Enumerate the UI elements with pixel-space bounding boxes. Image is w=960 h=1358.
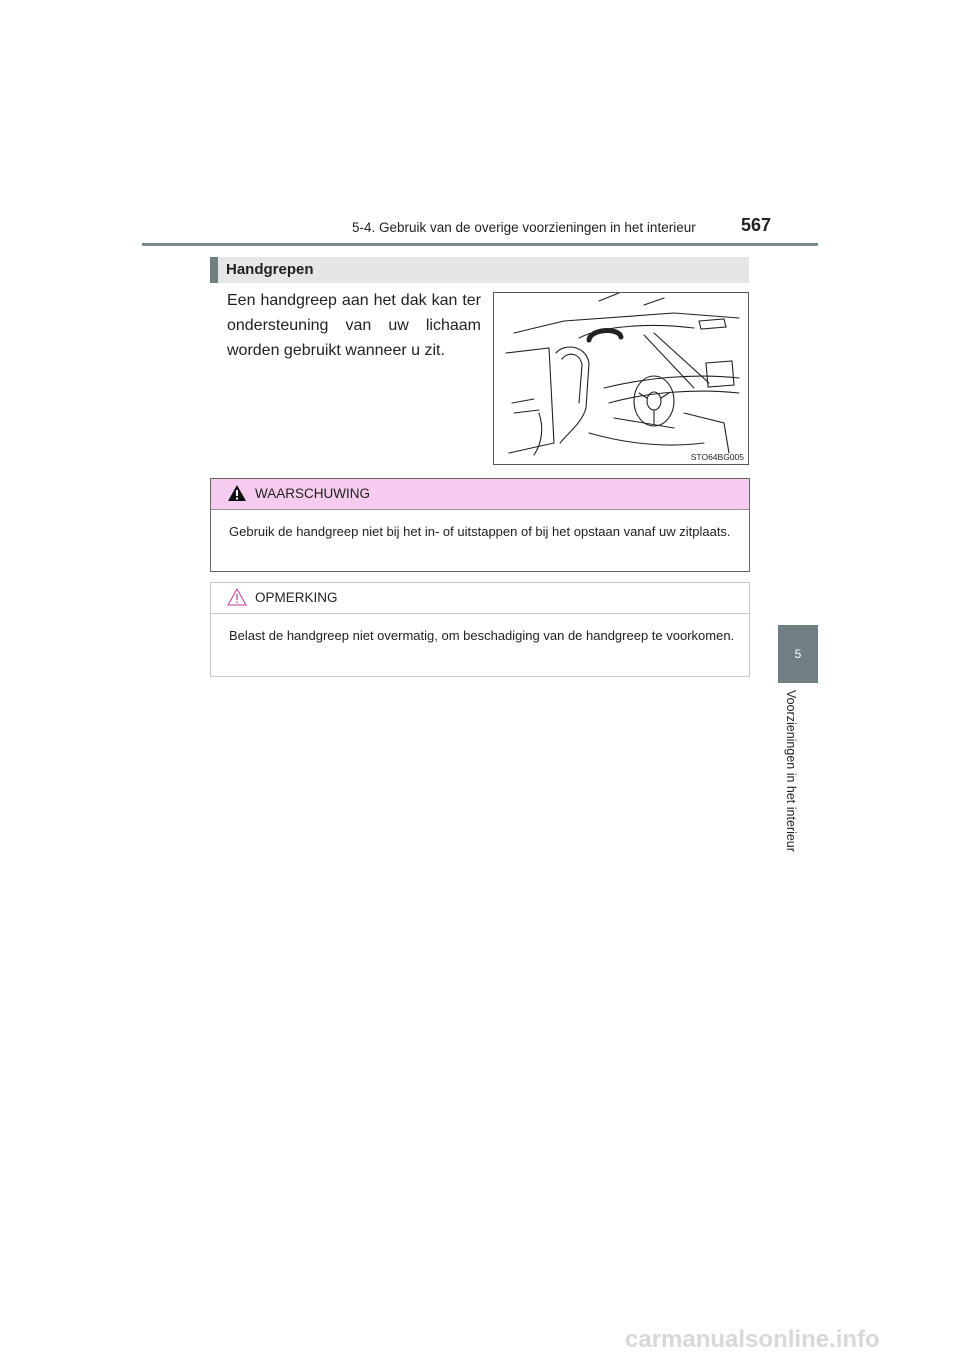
notice-triangle-icon [227,588,247,611]
section-heading: Handgrepen [210,257,749,283]
warning-box [210,478,750,572]
notice-title: OPMERKING [255,590,338,605]
chapter-tab: 5 [778,625,818,683]
intro-paragraph: Een handgreep aan het dak kan ter ondersteuning van uw lichaam worden gebruikt wanneer u zit. [227,292,481,359]
notice-text: Belast de handgreep niet overmatig, om beschadiging van de handgreep te voorkomen. [229,628,735,643]
warning-text: Gebruik de handgreep niet bij het in- of uitstappen of bij het opstaan vanaf uw zitplaats. [229,524,731,539]
notice-header [211,583,749,614]
watermark: carmanualsonline.info [625,1326,880,1353]
header-rule [142,243,818,246]
illustration-car-interior [493,292,749,465]
warning-title: WAARSCHUWING [255,486,370,501]
warning-header [211,479,749,510]
figure-code: STO64BG005 [690,452,744,462]
chapter-label: Voorzieningen in het interieur [784,690,798,852]
warning-triangle-icon [227,484,247,507]
page-header-title: 5-4. Gebruik van de overige voorzieningen in het interieur [352,220,696,235]
page-number: 567 [741,215,772,235]
notice-box [210,582,750,677]
